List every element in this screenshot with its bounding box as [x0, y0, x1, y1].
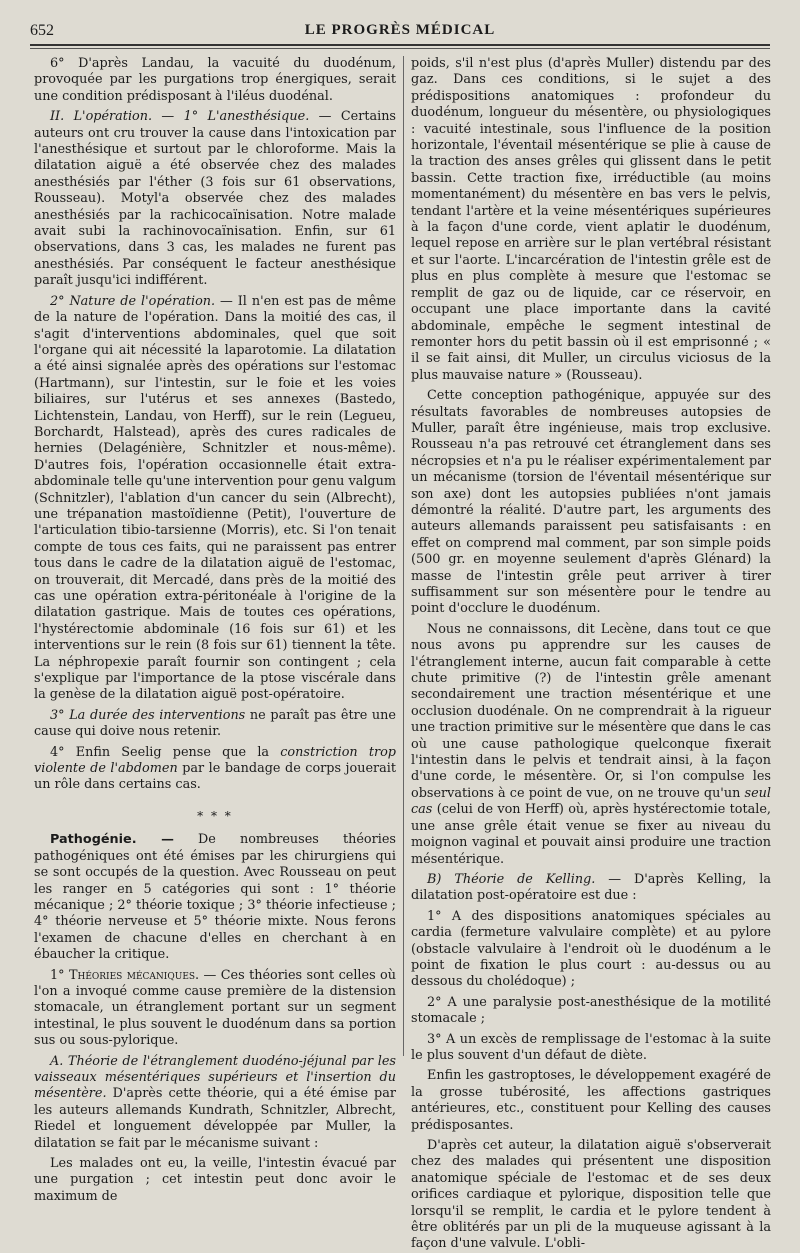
- paragraph: [34, 294, 396, 704]
- column-divider: [403, 56, 404, 1056]
- journal-title: LE PROGRÈS MÉDICAL: [304, 22, 496, 38]
- paragraph: [34, 745, 396, 794]
- paragraph-text: par le bandage de corps jouerait un rôle dans certains cas.: [34, 761, 397, 793]
- section-heading: Pathogénie. —: [50, 832, 174, 848]
- emphasis: seul cas: [411, 785, 771, 818]
- paragraph: 2° A une paralysie post-anesthésique de la motilité stomacale ;: [411, 994, 771, 1027]
- page-header: [30, 22, 770, 42]
- section-heading: II. L'opération. — 1° L'anesthésique. —: [50, 109, 332, 125]
- paragraph: 1° A des dispositions anatomiques spéciales au cardia (fermeture valvulaire complète) et au pylore (obstacle valvulaire à l'endroit où le duodénum a le point de fixation le plus court : au-dessus ou au dessous du cholédoque) ;: [411, 908, 771, 990]
- paragraph: D'après cet auteur, la dilatation aiguë s'observerait chez des malades qui présentent une disposition anatomique spéciale de l'estomac et de ses deux orifices cardiaque et pylorique, disposition telle que lorsqu'il se remplit, le cardia et le pylore tendent à être oblitérés par un pli de la muqueuse agissant à la façon d'une valvule. L'obli-: [411, 1138, 771, 1252]
- paragraph-text: D'après cette théorie, qui a été émise par les auteurs allemands Kundrath, Schnitzler, Albrecht, Riedel et longuement développée par Muller, la dilatation se fait par le mécanisme suivant :: [34, 1086, 396, 1151]
- paragraph-text: ne paraît pas être une cause qui doive nous retenir.: [34, 707, 396, 740]
- paragraph-text: 4° Enfin Seelig pense que la: [50, 744, 270, 760]
- right-column: [411, 56, 771, 1252]
- paragraph: 6° D'après Landau, la vacuité du duodénum, provoquée par les purgations trop énergiques, serait une condition prédisposant à l'iléus duodénal.: [34, 56, 396, 104]
- section-heading: 2° Nature de l'opération. —: [50, 293, 233, 309]
- paragraph-text: Nous ne connaissons, dit Lecène, dans tout ce que nous avons pu apprendre sur les causes de l'étranglement interne, aucun fait comparable à cette chute primitive (?) de l'intestin grêle amenant secondairement une traction mésentérique et une occlusion duodénale. On ne comprendrait à la rigueur une traction primitive sur le mésentère que dans le cas où une cause pathologique quelconque fixerait l'intestin dans le pelvis et tendrait ainsi, à la façon d'une corde, le mésentère. Or, si l'on compulse les observations à ce point de vue, on ne trouve qu'un: [411, 621, 771, 801]
- paragraph-text: Il n'en est pas de même de la nature de l'opération. Dans la moitié des cas, il s'agit d'interventions abdominales, quel que soit l'organe qui ait nécessité la laparotomie. La dilatation a été ainsi signalée après des opérations sur l'estomac (Hartmann), sur l'intestin, sur le foie et les voies biliaires, sur l'utérus et ses annexes (Bastedo, Lichtenstein, Landau, von Herff), sur le rein (Legueu, Borchardt, Halstead), après des cures radicales de hernies (Delagénière, Schnitzler et nous-même). D'autres fois, l'opération occasionnelle était extra-abdominale telle qu'une intervention pour genu valgum (Schnitzler), l'ablation d'un cancer du sein (Albrecht), une trépanation mastoïdienne (Petit), l'ouverture de l'articulation tibio-tarsienne (Morris), etc. Si l'on tenait compte de tous ces faits, qui ne paraissent pas entrer tous dans le cadre de la dilatation aiguë de l'estomac, on trouverait, dit Mercadé, dans près de la moitié des cas une opération extra-péritonéale à l'origine de la dilatation gastrique. Mais de toutes ces opérations, l'hystérectomie abdominale (16 fois sur 61) et les interventions sur le rein (8 fois sur 61) tiennent la tête. La néphropexie paraît fournir son contingent ; cela s'explique par l'importance de la ptose viscérale dans la genèse de la dilatation aiguë post-opératoire.: [34, 293, 396, 703]
- section-separator: * * *: [197, 808, 233, 823]
- paragraph: poids, s'il n'est plus (d'après Muller) distendu par des gaz. Dans ces conditions, si le sujet a des prédispositions anatomiques : profondeur du duodénum, longueur du mésentère, ou physiologiques : vacuité intestinale, sous l'influence de la position horizontale, l'éventail mésentérique se plie à cause de la traction des anses grêles qui glissent dans le petit bassin. Cette traction fixe, irréductible (au moins momentanément) du mésentère en bas vers le pelvis, tendant l'artère et la veine mésentériques supérieures à la façon d'une corde, vient aplatir le duodénum, lequel repose en arrière sur le plan vertébral résistant et sur l'aorte. L'incarcération de l'intestin grêle est de plus en plus complète à mesure que l'estomac se remplit de gaz ou de liquide, car ce réservoir, en occupant une place importante dans la cavité abdominale, empêche le segment intestinal de remonter hors du petit bassin où il est emprisonné ; « il se fait ainsi, dit Muller, un circulus viciosus de la plus mauvaise nature » (Rousseau).: [411, 56, 771, 383]
- paragraph: [34, 1054, 396, 1152]
- paragraph-text: D'après Kelling, la dilatation post-opératoire est due :: [411, 871, 771, 904]
- paragraph: [34, 968, 396, 1050]
- left-column: [34, 56, 397, 1204]
- paragraph: [34, 708, 396, 741]
- paragraph: [411, 622, 771, 868]
- paragraph: [411, 872, 771, 905]
- paragraph-text: (celui de von Herff) où, après hystérectomie totale, une anse grêle était venue se fixer au niveau du moignon vaginal et pouvait ainsi produire une traction mésentérique.: [411, 802, 771, 867]
- section-heading: 3° La durée des interventions: [50, 707, 246, 723]
- emphasis: constriction trop violente de l'abdomen: [34, 744, 396, 777]
- header-rule: [30, 44, 770, 46]
- paragraph: Cette conception pathogénique, appuyée sur des résultats favorables de nombreuses autopsies de Muller, paraît être ingénieuse, mais trop exclusive. Rousseau n'a pas retrouvé cet étranglement dans ses nécropsies et n'a pu le réaliser expérimentalement par un mécanisme (torsion de l'éventail mésentérique sur son axe) dont les autopsies publiées n'ont jamais démontré la réalité. D'autre part, les arguments des auteurs allemands paraissent peu satisfaisants : en effet on comprend mal comment, par son simple poids (500 gr. en moyenne seulement d'après Glénard) la masse de l'intestin grêle peut arriver à tirer suffisamment sur son mésentère pour le tendre au point d'occlure le duodénum.: [411, 388, 771, 617]
- section-heading: 1° Théories mécaniques. —: [50, 967, 217, 983]
- header-rule-thin: [30, 48, 770, 49]
- section-heading: A. Théorie de l'étranglement duodéno-jéjunal par les vaisseaux mésentériques supérieurs et l'insertion du mésentère.: [34, 1053, 396, 1102]
- paragraph: [34, 832, 396, 963]
- paragraph-text: De nombreuses théories pathogéniques ont été émises par les chirurgiens qui se sont occupés de la question. Avec Rousseau on peut les ranger en 5 catégories qui sont : 1° théorie mécanique ; 2° théorie toxique ; 3° théorie infectieuse ; 4° théorie nerveuse et 5° théorie mixte. Nous ferons l'examen de chacune d'elles en cherchant à en ébaucher la critique.: [34, 832, 396, 963]
- paragraph: [34, 109, 396, 289]
- paragraph: Les malades ont eu, la veille, l'intestin évacué par une purgation ; cet intestin peut donc avoir le maximum de: [34, 1156, 396, 1204]
- paragraph-text: Certains auteurs ont cru trouver la cause dans l'intoxication par l'anesthésique et surtout par le chloroforme. Mais la dilatation aiguë a été observée chez des malades anesthésiés par l'éther (3 fois sur 61 observations, Rousseau). Motyl'a observée chez des malades anesthésiés par la rachicocaïnisation. Notre malade avait subi la rachinovocaïnisation. Enfin, sur 61 observations, dans 3 cas, les malades ne furent pas anesthésiés. Par conséquent le facteur anesthésique paraît jusqu'ici indifférent.: [34, 109, 396, 289]
- section-heading: B) Théorie de Kelling. —: [427, 871, 622, 887]
- paragraph-text: Ces théories sont celles où l'on a invoqué comme cause première de la distension stomacale, un étranglement portant sur un segment intestinal, le plus souvent le duodénum dans sa portion sus ou sous-pylorique.: [34, 967, 396, 1049]
- paragraph: Enfin les gastroptoses, le développement exagéré de la grosse tubérosité, les affections gastriques antérieures, etc., constituent pour Kelling des causes prédisposantes.: [411, 1068, 771, 1133]
- paragraph: 3° A un excès de remplissage de l'estomac à la suite le plus souvent d'un défaut de diète.: [411, 1031, 771, 1063]
- page-number: 652: [30, 22, 54, 39]
